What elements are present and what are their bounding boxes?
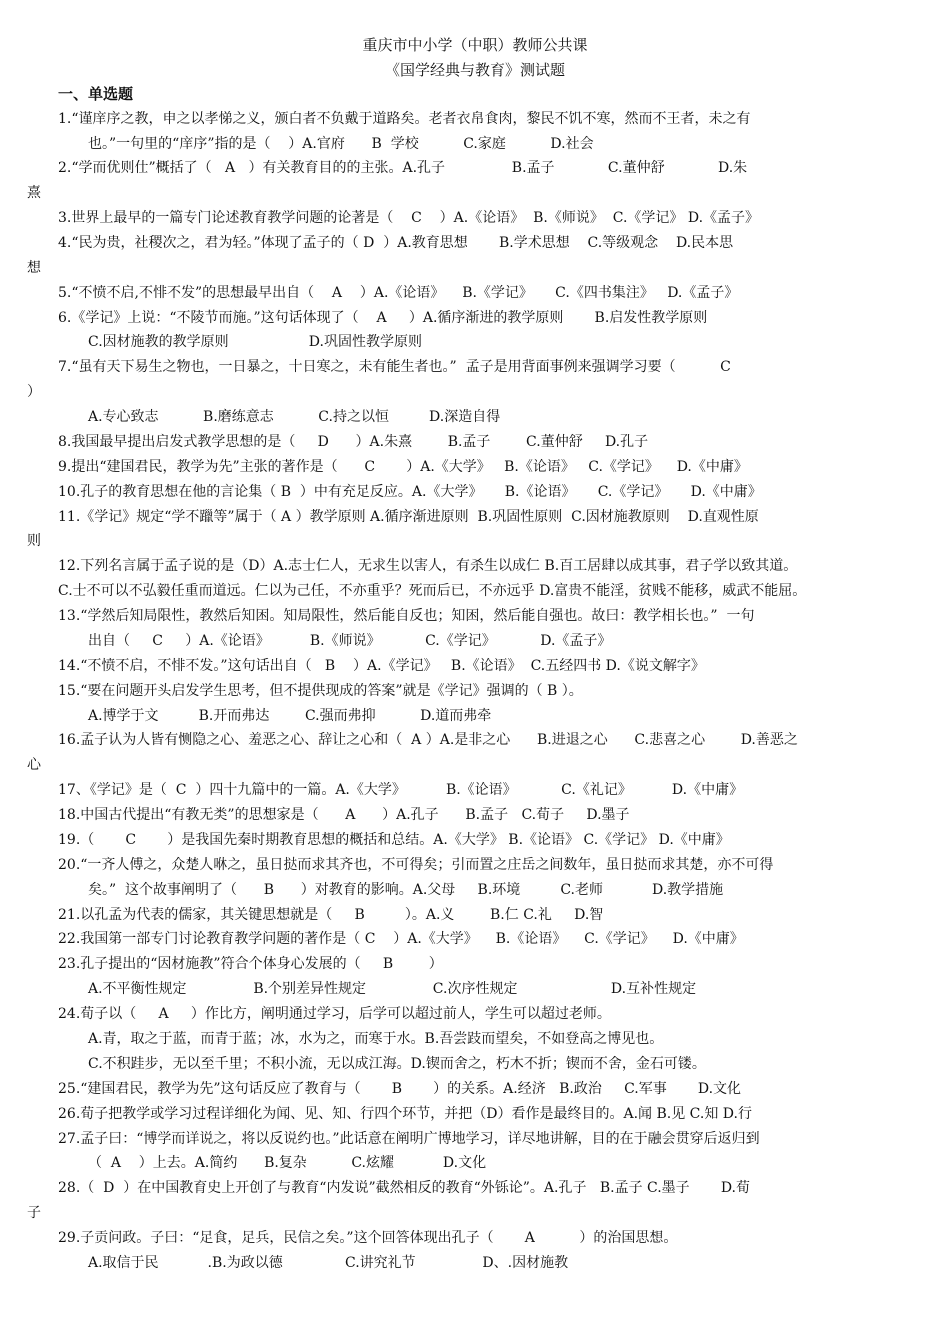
question-line: 18.中国古代提出“有教无类”的思想家是（ A ）A.孔子 B.孟子 C.荀子 D.墨子: [58, 807, 630, 823]
question-line: 22.我国第一部专门讨论教育教学问题的著作是（ C ）A.《大学》 B.《论语》 C.《学记》 D.《中庸》: [58, 931, 744, 947]
document-title: 重庆市中小学（中职）教师公共课: [362, 36, 588, 54]
question-line: 20.“一齐人傅之，众楚人咻之，虽日挞而求其齐也，不可得矣；引而置之庄岳之间数年，虽日挞而求其楚，亦不可得: [58, 857, 774, 873]
question-line: 28.（ D ）在中国教育史上开创了与教育“内发说”截然相反的教育“外铄论”。A.孔子 B.孟子 C.墨子 D.荀: [58, 1180, 751, 1196]
question-line: 29.子贡问政。子曰：“足食，足兵，民信之矣。”这个回答体现出孔子（ A ）的治国思想。: [58, 1230, 678, 1246]
question-line: 13.“学然后知局限性，教然后知困。知局限性，然后能自反也；知困，然后能自强也。故曰：教学相长也。” 一句: [58, 608, 755, 624]
question-line: 4.“民为贵，社稷次之，君为轻。”体现了孟子的（ D ）A.教育思想 B.学术思想 C.等级观念 D.民本思: [58, 235, 734, 251]
question-line: （ A ）上去。A.简约 B.复杂 C.炫耀 D.文化: [88, 1155, 487, 1171]
section-heading: 一、单选题: [58, 85, 134, 103]
question-line: 8.我国最早提出启发式教学思想的是（ D ）A.朱熹 B.孟子 C.董仲舒 D.孔子: [58, 434, 649, 450]
question-line: 12.下列名言属于孟子说的是（D）A.志士仁人，无求生以害人，有杀生以成仁 B.百工居肆以成其事，君子学以致其道。: [58, 558, 798, 574]
question-line: 出自（ C ）A.《论语》 B.《师说》 C.《学记》 D.《孟子》: [88, 633, 612, 649]
question-line: A.专心致志 B.磨练意志 C.持之以恒 D.深造自得: [88, 409, 501, 425]
question-line: C.因材施教的教学原则 D.巩固性教学原则: [88, 334, 422, 350]
question-line: 熹: [27, 185, 41, 201]
question-line: 16.孟子认为人皆有恻隐之心、羞恶之心、辞让之心和（ A ）A.是非之心 B.进退之心 C.悲喜之心 D.善恶之: [58, 732, 798, 748]
question-line: 也。”一句里的“庠序”指的是（ ）A.官府 B 学校 C.家庭 D.社会: [88, 136, 594, 152]
question-line: 24.荀子以（ A ）作比方，阐明通过学习，后学可以超过前人，学生可以超过老师。: [58, 1006, 611, 1022]
question-line: 15.“要在问题开头启发学生思考，但不提供现成的答案”就是《学记》强调的（ B ）。: [58, 683, 583, 699]
question-line: 想: [27, 260, 41, 276]
question-line: 26.荀子把教学或学习过程详细化为闻、见、知、行四个环节，并把（D）看作是最终目的。A.闻 B.见 C.知 D.行: [58, 1106, 752, 1122]
question-line: 6.《学记》上说：“不陵节而施。”这句话体现了（ A ）A.循序渐进的教学原则 B.启发性教学原则: [58, 310, 708, 326]
question-line: 9.提出“建国君民，教学为先”主张的著作是（ C ）A.《大学》 B.《论语》 C.《学记》 D.《中庸》: [58, 459, 748, 475]
question-line: 1.“谨庠序之教，申之以孝悌之义，颁白者不负戴于道路矣。老者衣帛食肉，黎民不饥不寒，然而不王者，未之有: [58, 111, 751, 127]
question-line: 11.《学记》规定“学不躐等”属于（ A ）教学原则 A.循序渐进原则 B.巩固性原则 C.因材施教原则 D.直观性原: [58, 509, 759, 525]
question-line: 心: [27, 757, 41, 773]
question-line: A.不平衡性规定 B.个别差异性规定 C.次序性规定 D.互补性规定: [88, 981, 697, 997]
question-line: 14.“不愤不启，不悱不发。”这句话出自（ B ）A.《学记》 B.《论语》 C.五经四书 D.《说文解字》: [58, 658, 705, 674]
question-line: 19.（ C ）是我国先秦时期教育思想的概括和总结。A.《大学》 B.《论语》 C.《学记》 D.《中庸》: [58, 832, 730, 848]
question-line: 21.以孔孟为代表的儒家，其关键思想就是（ B ）。A.义 B.仁 C.礼 D.智: [58, 907, 604, 923]
question-line: 则: [27, 533, 41, 549]
question-line: 2.“学而优则仕”概括了（ A ）有关教育目的的主张。A.孔子 B.孟子 C.董仲舒 D.朱: [58, 160, 748, 176]
question-line: 17、《学记》是（ C ）四十九篇中的一篇。A.《大学》 B.《论语》 C.《礼记》 D.《中庸》: [58, 782, 744, 798]
question-line: C.不积跬步，无以至千里；不积小流，无以成江海。D.锲而舍之，朽木不折；锲而不舍，金石可镂。: [88, 1056, 706, 1072]
question-line: ）: [27, 384, 41, 400]
question-line: 10.孔子的教育思想在他的言论集（ B ）中有充足反应。A.《大学》 B.《论语》 C.《学记》 D.《中庸》: [58, 484, 762, 500]
question-line: 27.孟子曰：“博学而详说之，将以反说约也。”此话意在阐明广博地学习，详尽地讲解，目的在于融会贯穿后返归到: [58, 1131, 760, 1147]
question-line: 25.“建国君民，教学为先”这句话反应了教育与（ B ）的关系。A.经济 B.政治 C.军事 D.文化: [58, 1081, 742, 1097]
question-line: 23.孔子提出的“因材施教”符合个体身心发展的（ B ）: [58, 956, 443, 972]
question-line: A.青，取之于蓝，而青于蓝；冰，水为之，而寒于水。B.吾尝跂而望矣，不如登高之博见也。: [88, 1031, 664, 1047]
question-line: 7.“虽有天下易生之物也，一日暴之，十日寒之，未有能生者也。” 孟子是用背面事例来强调学习要（ C: [58, 359, 731, 375]
question-line: A.取信于民 .B.为政以德 C.讲究礼节 D、.因材施教: [88, 1255, 569, 1271]
question-line: 矣。” 这个故事阐明了（ B ）对教育的影响。A.父母 B.环境 C.老师 D.教学措施: [88, 882, 724, 898]
question-line: 5.“不愤不启,不悱不发”的思想最早出自（ A ）A.《论语》 B.《学记》 C.《四书集注》 D.《孟子》: [58, 285, 739, 301]
question-line: 子: [27, 1205, 41, 1221]
document-subtitle: 《国学经典与教育》测试题: [384, 61, 565, 79]
question-line: 3.世界上最早的一篇专门论述教育教学问题的论著是（ C ）A.《论语》 B.《师说》 C.《学记》 D.《孟子》: [58, 210, 760, 226]
question-line: C.士不可以不弘毅任重而道远。仁以为己任，不亦重乎？死而后已，不亦远乎 D.富贵不能淫，贫贱不能移，威武不能屈。: [58, 583, 807, 599]
question-line: A.博学于文 B.开而弗达 C.强而弗抑 D.道而弗牵: [88, 708, 492, 724]
